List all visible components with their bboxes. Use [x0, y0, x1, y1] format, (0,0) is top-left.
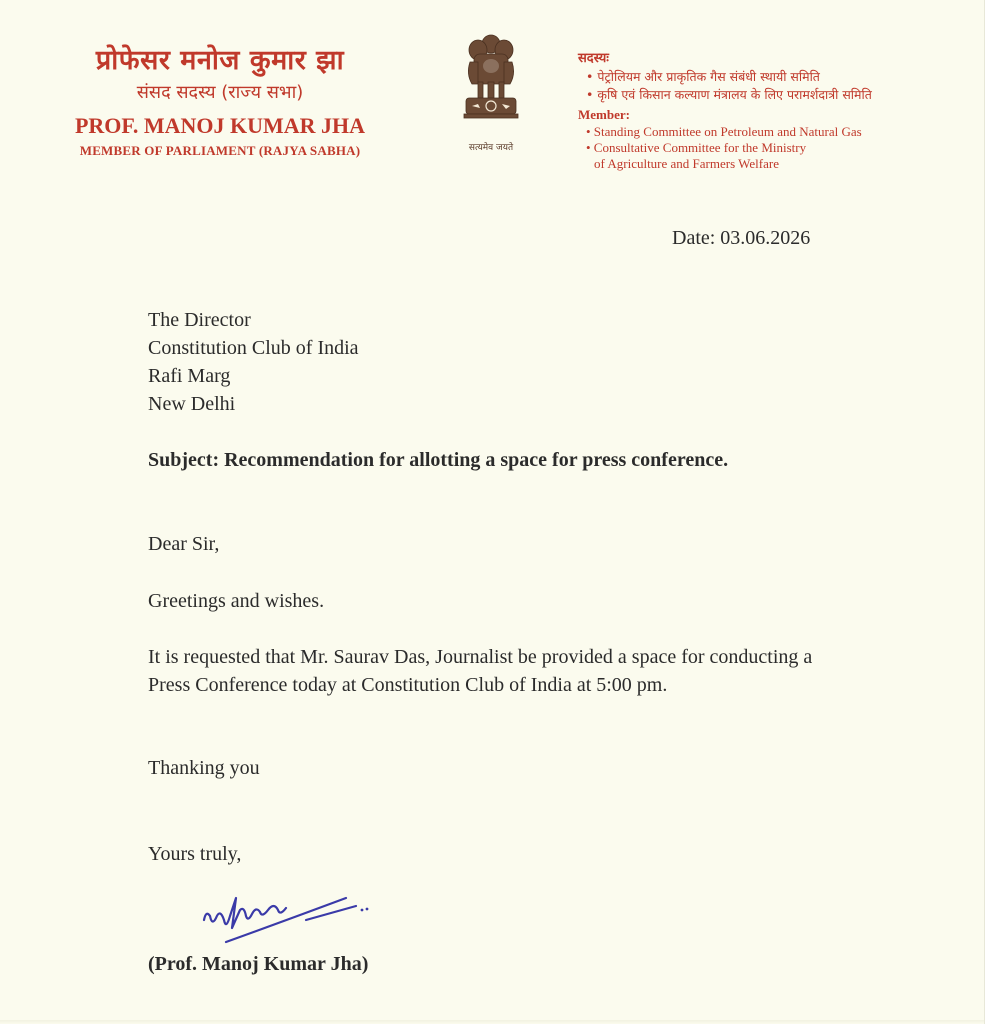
member-heading-english: Member: [578, 107, 630, 122]
member-heading-hindi: सदस्यः [578, 51, 609, 66]
title-english: MEMBER OF PARLIAMENT (RAJYA SABHA) [79, 143, 361, 158]
national-emblem [448, 32, 534, 153]
greeting: Greetings and wishes. [148, 590, 325, 612]
signature [196, 880, 376, 955]
letterhead-left [60, 44, 380, 160]
salutation: Dear Sir, [148, 533, 220, 555]
letter-date: Date: 03.06.2026 [672, 227, 811, 249]
name-hindi: प्रोफेसर मनोज कुमार झा [95, 45, 345, 76]
name-english: PROF. MANOJ KUMAR JHA [74, 113, 366, 138]
lion-capital-icon [456, 32, 526, 138]
sheet-edge [0, 1020, 984, 1024]
letterhead-right [578, 50, 958, 172]
title-hindi: संसद सदस्य (राज्य सभा) [136, 82, 304, 103]
committee-hindi-2: • कृषि एवं किसान कल्याण मंत्रालय के लिए परामर्शदात्री समिति [586, 87, 872, 102]
emblem-motto: सत्यमेव जयते [468, 143, 514, 153]
closing-line: Yours truly, [148, 843, 242, 865]
address-line: The Director [148, 309, 251, 331]
subject-line: Subject: Recommendation for allotting a space for press conference. [148, 449, 729, 471]
address-line: Rafi Marg [148, 365, 231, 387]
address-line: New Delhi [148, 393, 236, 415]
address-line: Constitution Club of India [148, 337, 359, 359]
committee-hindi-1: • पेट्रोलियम और प्राकृतिक गैस संबंधी स्थायी समिति [586, 69, 820, 84]
committee-english-2: • Consultative Committee for the Ministry [586, 140, 807, 155]
committee-english-1: • Standing Committee on Petroleum and Natural Gas [586, 124, 862, 139]
committee-english-2-cont: of Agriculture and Farmers Welfare [594, 156, 779, 171]
thanks-line: Thanking you [148, 757, 260, 779]
recipient-address [148, 306, 359, 418]
signatory-name: (Prof. Manoj Kumar Jha) [148, 953, 369, 975]
request-paragraph: It is requested that Mr. Saurav Das, Journalist be provided a space for conducting a Press Conference today at Constitution Club of India at 5:00 pm. [148, 646, 813, 696]
